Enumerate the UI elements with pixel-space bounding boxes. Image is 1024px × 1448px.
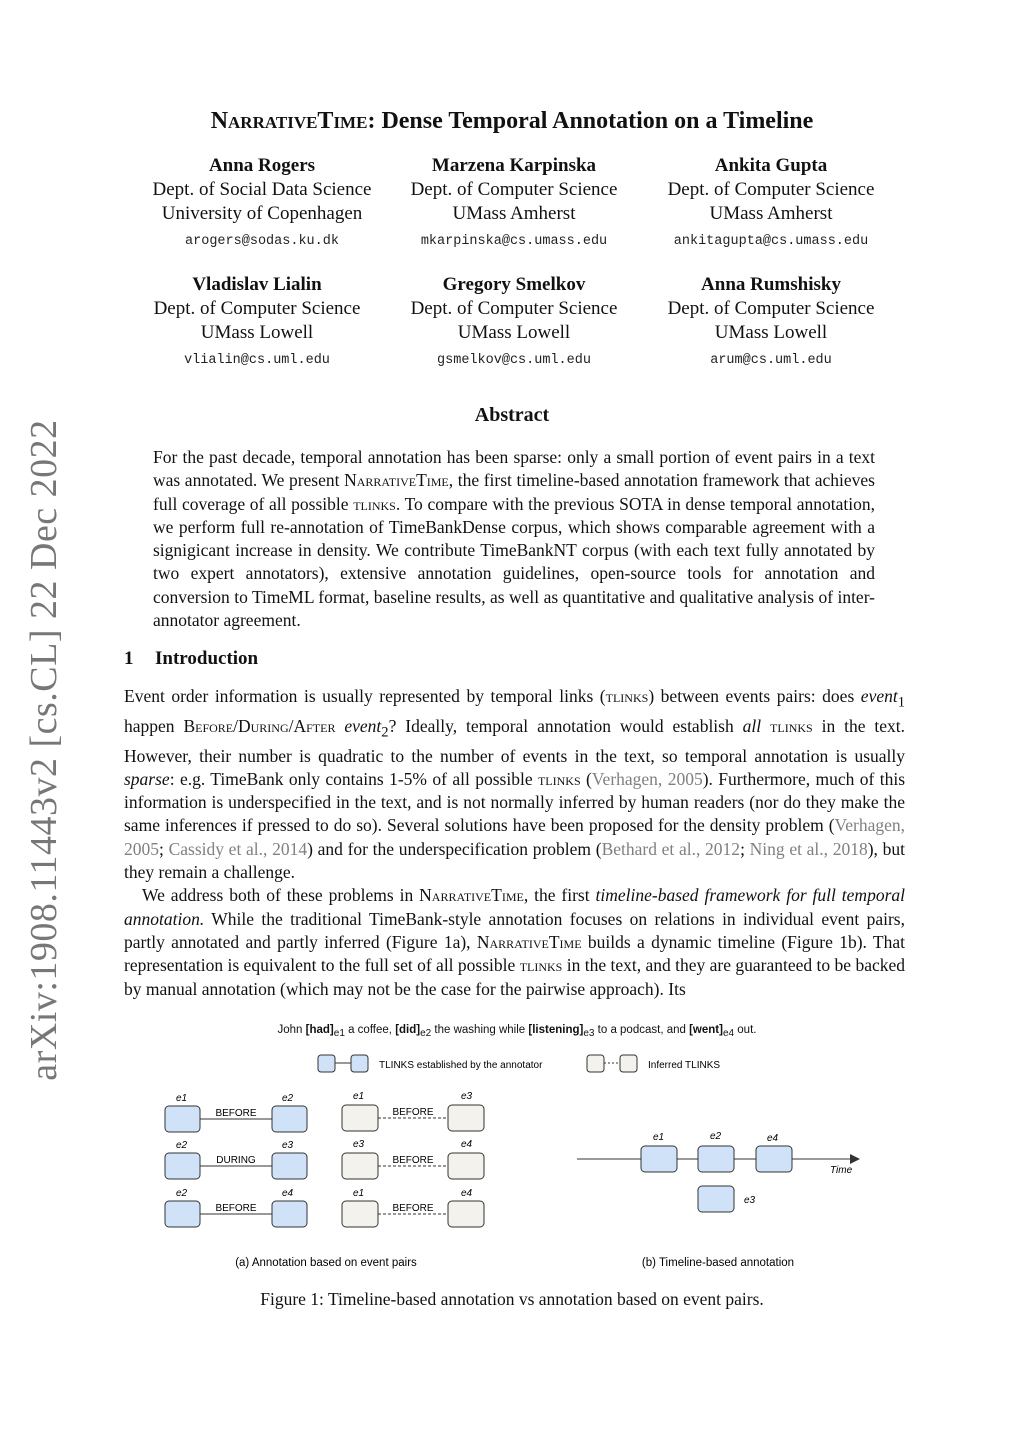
author-inst: UMass Amherst	[709, 203, 833, 224]
abstract-system-name: NarrativeTime	[344, 470, 449, 491]
author-email: mkarpinska@cs.umass.edu	[420, 234, 608, 249]
author-email: arum@cs.uml.edu	[710, 353, 832, 368]
legend-box	[587, 1055, 604, 1072]
pair-left-2	[165, 1140, 307, 1179]
author-dept: Dept. of Social Data Science	[152, 179, 372, 200]
citation-link[interactable]: Verhagen, 2005	[124, 815, 905, 859]
event-box	[342, 1153, 378, 1179]
abstract-body	[153, 446, 875, 632]
author-dept: Dept. of Computer Science	[153, 298, 361, 319]
author-block	[132, 154, 392, 254]
timeline-axis-label: Time	[830, 1165, 853, 1176]
relation-label: BEFORE	[215, 1203, 257, 1214]
citation-link[interactable]: Bethard et al., 2012	[601, 838, 741, 859]
author-block	[384, 154, 644, 254]
event-label: e3	[282, 1140, 294, 1151]
event-label: e4	[767, 1133, 779, 1144]
timeline-diagram	[577, 1131, 860, 1212]
timeline-arrowhead	[850, 1154, 860, 1164]
intro-body	[124, 685, 905, 1001]
event-label: e3	[461, 1091, 473, 1102]
citation-link[interactable]: Ning et al., 2018	[749, 838, 868, 859]
author-inst: UMass Amherst	[452, 203, 576, 224]
subcaption-b: (b) Timeline-based annotation	[641, 1257, 795, 1269]
pair-left-1	[165, 1093, 307, 1132]
event-box	[756, 1146, 792, 1172]
event-box	[698, 1146, 734, 1172]
event-box	[641, 1146, 677, 1172]
legend-box	[620, 1055, 637, 1072]
title-rest: : Dense Temporal Annotation on a Timeline	[367, 108, 814, 134]
abstract-tlinks-term: tlinks	[353, 493, 396, 514]
legend-inferred	[587, 1055, 720, 1072]
author-name: Ankita Gupta	[714, 155, 828, 176]
arxiv-stamp: arXiv:1908.11443v2 [cs.CL] 22 Dec 2022	[23, 419, 65, 1081]
relation-label: BEFORE	[392, 1155, 434, 1166]
intro-paragraph: We address both of these problems in NarrativeTime, the first timeline-based framework for full temporal annotation. While the traditional TimeBank-style annotation focuses on relations in individual event pairs, partly annotated and partly inferred (Figure 1a), NarrativeTime builds a dynamic timeline (Figure 1b). That representation is equivalent to the full set of all possible tlinks in the text, and they are guaranteed to be backed by manual annotation (which may not be the case for the pairwise approach). Its	[124, 885, 905, 999]
pair-mid-3	[342, 1188, 484, 1227]
pair-mid-2	[342, 1139, 484, 1179]
figure-caption: Figure 1: Timeline-based annotation vs annotation based on event pairs.	[260, 1289, 764, 1309]
author-dept: Dept. of Computer Science	[410, 298, 618, 319]
figure-1	[150, 1012, 880, 1282]
event-label: e4	[461, 1139, 473, 1150]
author-block	[641, 154, 901, 254]
author-email: gsmelkov@cs.uml.edu	[437, 353, 591, 368]
event-box	[342, 1201, 378, 1227]
citation-link[interactable]: Cassidy et al., 2014	[168, 838, 308, 859]
section-number: 1	[124, 648, 134, 669]
relation-label: BEFORE	[392, 1107, 434, 1118]
legend-box	[351, 1055, 368, 1072]
event-box	[342, 1105, 378, 1131]
author-inst: UMass Lowell	[457, 322, 571, 343]
author-email: vlialin@cs.uml.edu	[184, 353, 330, 368]
author-block	[641, 273, 901, 373]
paper-title	[0, 108, 1024, 135]
legend-inferred-label: Inferred TLINKS	[648, 1060, 721, 1071]
event-label: e2	[282, 1093, 294, 1104]
author-name: Anna Rogers	[208, 155, 316, 176]
figure-sentence: John [had]e1 a coffee, [did]e2 the washing while [listening]e3 to a podcast, and [went]e4 out.	[277, 1024, 757, 1039]
event-box	[272, 1201, 307, 1227]
event-box	[448, 1153, 484, 1179]
event-box	[272, 1153, 307, 1179]
event-label: e1	[653, 1132, 665, 1143]
abstract-text: , the first timeline-based annotation framework that achieves full coverage of all possible	[153, 470, 875, 514]
author-inst: UMass Lowell	[200, 322, 314, 343]
author-email: arogers@sodas.ku.dk	[185, 234, 339, 249]
event-label: e3	[744, 1195, 756, 1206]
pair-left-3	[165, 1188, 307, 1227]
event-label: e4	[282, 1188, 294, 1199]
author-email: ankitagupta@cs.umass.edu	[673, 234, 869, 249]
author-dept: Dept. of Computer Science	[410, 179, 618, 200]
author-dept: Dept. of Computer Science	[667, 298, 875, 319]
relation-label: DURING	[216, 1155, 256, 1166]
section-title: Introduction	[155, 648, 259, 669]
event-label: e4	[461, 1188, 473, 1199]
author-block	[127, 273, 387, 373]
author-dept: Dept. of Computer Science	[667, 179, 875, 200]
figure-svg	[150, 1012, 880, 1282]
author-inst: University of Copenhagen	[161, 203, 363, 224]
event-label: e1	[353, 1188, 365, 1199]
relation-label: BEFORE	[215, 1108, 257, 1119]
legend-established	[318, 1055, 543, 1072]
author-name: Marzena Karpinska	[431, 155, 597, 176]
relation-label: BEFORE	[392, 1203, 434, 1214]
author-block	[384, 273, 644, 373]
abstract-heading: Abstract	[474, 404, 550, 426]
abstract-text: For the past decade, temporal annotation has been sparse: only a small portion of event pairs in a text was annotated. We present	[153, 447, 875, 491]
author-name: Gregory Smelkov	[442, 274, 586, 295]
citation-link[interactable]: Verhagen, 2005	[591, 768, 703, 789]
intro-paragraph: Event order information is usually represented by temporal links (tlinks) between events pairs: does event$_1$ happen Before/During/After event$_2$? Ideally, temporal annotation would establish all tlinks in the text. However, their number is quadratic to the number of events in the text, so temporal annotation is usually sparse: e.g. TimeBank only contains 1-5% of all possible tlinks (Verhagen, 2005). Furthermore, much of this information is underspecified in the text, and is not normally inferred by human readers (nor do they make the same inferences if pressed to do so). Several solutions have been proposed for the density problem (Verhagen, 2005; Cassidy et al., 2014) and for the underspecification problem (Bethard et al., 2012; Ning et al., 2018), but they remain a challenge.	[124, 686, 906, 883]
event-box	[165, 1106, 200, 1132]
event-label: e2	[710, 1131, 722, 1142]
author-name: Anna Rumshisky	[701, 274, 841, 295]
event-box	[448, 1201, 484, 1227]
event-label: e2	[176, 1188, 188, 1199]
event-label: e3	[353, 1139, 365, 1150]
subcaption-a: (a) Annotation based on event pairs	[235, 1257, 417, 1269]
event-box	[448, 1105, 484, 1131]
event-label: e1	[353, 1091, 365, 1102]
event-label: e2	[176, 1140, 188, 1151]
legend-box	[318, 1055, 335, 1072]
pair-mid-1	[342, 1091, 484, 1131]
title-system-name: NarrativeTime	[210, 108, 368, 134]
event-box	[698, 1186, 734, 1212]
author-inst: UMass Lowell	[714, 322, 828, 343]
section-heading	[124, 648, 258, 670]
event-label: e1	[176, 1093, 188, 1104]
abstract-text: . To compare with the previous SOTA in dense temporal annotation, we perform full re-annotation of TimeBankDense corpus, which shows comparable agreement with a signigicant increase in density. We contribute TimeBankNT corpus (with each text fully annotated by two expert annotators), extensive annotation guidelines, open-source tools for annotation and conversion to TimeML format, baseline results, as well as quantitative and qualitative analysis of inter-annotator agreement.	[153, 493, 875, 631]
author-name: Vladislav Lialin	[192, 274, 322, 295]
event-box	[272, 1106, 307, 1132]
event-box	[165, 1153, 200, 1179]
event-box	[165, 1201, 200, 1227]
legend-established-label: TLINKS established by the annotator	[379, 1060, 543, 1071]
